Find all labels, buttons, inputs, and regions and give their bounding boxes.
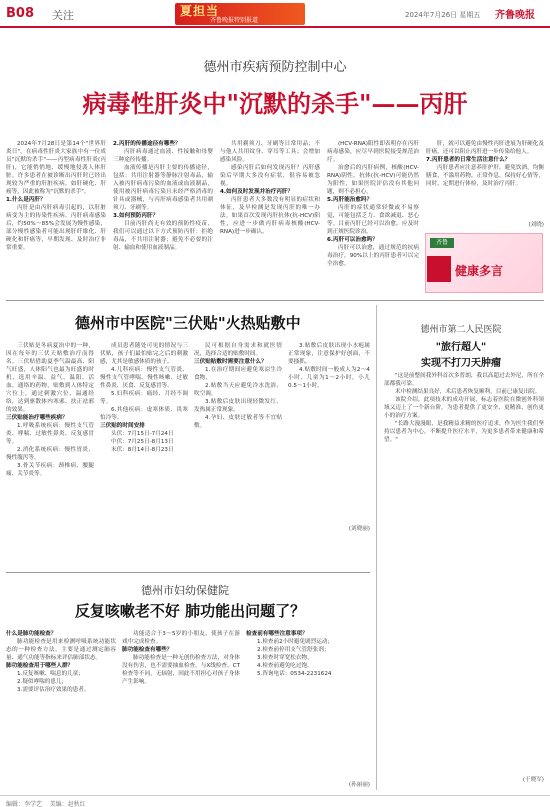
paragraph: 丙肝患者大多数没有明显的症状和体征，及早检测是发现丙肝的唯一办法。如果首次发现丙肝抗体(抗-HCV)阳性，应进一步做丙肝病毒核酸(HCV-RNA)进一步确认。 [220, 197, 320, 235]
paragraph: 治愈后的丙肝病例，核酸(HCV-RNA)阴性，抗体(抗-HCV)可能仍然为阳性，如果医院评估没有其他问题，则不必担心。 [327, 165, 419, 195]
article2-title: 德州市中医院"三伏贴"火热贴敷中 [75, 314, 301, 332]
paragraph: 5.妇科疾病：痛经、月经不调等。 [100, 391, 188, 405]
paragraph: 三伏贴是冬病夏治中的一种，因在每年的三伏天贴敷治疗而得名。三伏贴借助夏季气温最高、阳气旺盛，人体阳气也最为旺盛的时机，选用辛温、益气、温阳、活血、通络的药物，贴敷到人体特定穴位上，通过刺激穴位、温通经络，达到驱散体内寒邪、扶正祛邪的效果。 [6, 343, 94, 413]
article1-column-2 [113, 140, 213, 280]
issue-date: 2024年7月26日 星期五 [405, 11, 481, 19]
paragraph: 该院介绍，此项技术的成功开展，标志着医院在微创外科领域又迈上了一个新台阶，为患者提供了更安全、更精准、创伤更小的治疗方案。 [384, 397, 544, 419]
paragraph: 血液传播是丙肝主要的传播途径，包括：共用注射器等静脉注射毒品，输入被丙肝病毒污染的血液或血液制品，使用被丙肝病毒污染且未经严格消毒的针具或器械，与丙肝病毒感染者共用剃须刀、牙刷等。 [113, 165, 213, 211]
paragraph: 3.贴敷后皮肤出现小水疱属正常现象，注意保护好创面，不要搔抓。 [288, 343, 370, 365]
paragraph: 肺功能检查是一种无创伤检查方法，对身体没有伤害，也不需要抽血检查，与X线检查、CT检查等不同，无辐射，因此不用担心对孩子身体产生影响。 [122, 655, 240, 685]
article1-kicker: 德州市疾病预防控制中心 [203, 60, 347, 75]
article4-title: 反复咳嗽老不好 肺功能出问题了？ [74, 602, 306, 620]
question-heading: 肺功能检查有哪些？ [122, 647, 173, 653]
page-footer [0, 795, 550, 807]
paragraph: 3.检查时穿宽松衣物。 [257, 655, 313, 661]
paragraph: 丙肝的症状通常轻微或不易察觉，可能包括乏力、食欲减退、恶心等。目前丙肝已经可以治愈，应及时到正规医院诊治。 [327, 205, 419, 235]
question-heading: 4.如何及时发现并治疗丙肝？ [220, 189, 294, 195]
paragraph: 4.儿科疾病：慢性支气管炎、慢性支气管哮喘、慢性咳嗽、过敏性鼻炎、厌食、反复感冒等。 [100, 367, 188, 389]
editor-credit: 编辑：李学艺 [6, 801, 43, 807]
article3-title-line2: 实现不打刀天肿瘤 [421, 358, 501, 369]
question-heading: 肺功能检查用于哪些人群？ [6, 663, 74, 669]
article3-author: (于晓军) [522, 777, 544, 783]
paragraph: 民可根据自身需求和就医情况，选择合适的贴敷时间。 [194, 343, 282, 357]
designer-credit: 美编：赵秋红 [49, 801, 86, 807]
article4-column-2 [122, 630, 240, 790]
ad-text: 健康多言 [455, 264, 504, 278]
paragraph: 3.骨关节疾病：颈椎病、腰腿痛、关节炎等。 [6, 463, 94, 477]
paragraph: 丙肝患者应注意养肝护肝，避免饮酒，均衡膳食，不滥用药物，正常作息，保持好心情等，同时，定期进行体检，及时治疗丙肝。 [426, 165, 544, 187]
paragraph: 丙肝可以治愈，通过规范的抗病毒治疗，90%以上的丙肝患者可以完全治愈。 [327, 245, 419, 267]
section-name: 关注 [52, 9, 74, 22]
paragraph: 1.检查前2小时避免剧烈运动； [257, 639, 334, 645]
paragraph: 5.咨询电话：0534-2231624 [257, 671, 332, 677]
question-heading: 6.丙肝可以治愈吗？ [327, 237, 378, 243]
question-heading: 检查前有哪些注意事项？ [246, 631, 308, 637]
article2-column-1 [6, 342, 94, 567]
paragraph: 中伏：7月25日-8月13日 [111, 439, 174, 445]
banner-subtitle: 齐鲁晚报特别报道 [210, 17, 259, 24]
question-heading: 5.丙肝能治愈吗？ [327, 197, 373, 203]
question-heading: 三伏贴的时间安排 [100, 423, 145, 429]
paragraph: "这是前整间我外科首次多普朗，我以高超过去外尼，所在全部都我可靠。 [384, 373, 544, 387]
article2-column-2 [100, 342, 188, 567]
paragraph: 丙肝是由丙肝病毒引起的，以肝脏病变为主的传染性疾病。丙肝病毒感染后，约50%～85%会发展为慢性感染，部分慢性感染者可能出现肝纤维化、肝硬化和肝癌等，早期发现、及时治疗非常重要。 [6, 205, 106, 251]
article3-body [384, 372, 544, 772]
article3-kicker: 德州市第二人民医院 [420, 325, 502, 335]
ad-logo: 齐鲁 [430, 238, 454, 248]
article1-title: 病毒性肝炎中"沉默的杀手"——丙肝 [82, 89, 468, 118]
article1-column-4 [327, 140, 419, 280]
paragraph: 2.贴敷当天应避免冷水洗浴、吹空调。 [194, 383, 282, 397]
paragraph: 成员患者随处可见的情况与三伏贴，孩子们最怕贴完之后的刺激感，尤其是敏感体质的孩子。 [100, 343, 188, 365]
paragraph: 1.呼吸系统疾病：慢性支气管炎、哮喘、过敏性鼻炎、反复感冒等。 [6, 423, 94, 445]
paragraph: 4.检查前避免吃过饱。 [257, 663, 313, 669]
paragraph: 感染丙肝后如何发现丙肝？丙肝感染后早期大多没有症状，很容易被忽视。 [220, 165, 320, 187]
paragraph: 丙肝病毒通过血液、性接触和母婴三种途径传播。 [113, 149, 213, 163]
article1-column-5 [426, 140, 544, 228]
article2-author: (刘晓丽) [348, 526, 370, 532]
paragraph: 目前丙肝尚无有效的预防性疫苗，我们可以通过以下方式预防丙肝：拒绝毒品，不共用注射器；避免不必要的注射、输血和使用血液制品。 [113, 221, 213, 251]
paragraph: 3.需要评估治疗效果的患者。 [17, 687, 90, 693]
column-divider [376, 305, 377, 790]
question-heading: 3.如何预防丙肝？ [113, 213, 159, 219]
article4-author: (孙丽丽) [348, 782, 370, 788]
paragraph: 功能适合于3～5岁的小朋友，使孩子在游戏中完成检查。 [122, 631, 240, 645]
paragraph: 1.在治疗期间应避免寒凉生冷食物。 [194, 367, 282, 381]
divider [6, 300, 544, 301]
paragraph: 共用剃须刀、牙刷等日常用品；不与他人共用纹身、穿耳等工具；会增加感染风险。 [220, 141, 320, 163]
paragraph: 1.反复咳嗽、喘息的儿童； [17, 671, 84, 677]
paragraph: 2.消化系统疾病：慢性胃炎、慢性腹泻等。 [6, 447, 94, 461]
paragraph: 2024年7月28日是第14个"世界肝炎日"，在病毒性肝炎大家族中有一位成员"沉默的杀手"——丙型病毒性肝炎(丙肝)，它能悄悄地、缓慢地侵袭人体肝脏。许多患者在被诊断出丙肝时已经出现较为严重的肝脏疾病，如肝硬化、肝癌等，因此被称为"沉默的杀手"。 [6, 141, 106, 195]
article1-column-3 [220, 140, 320, 280]
question-heading: 三伏贴贴敷时需要注意什么？ [194, 359, 267, 365]
page-number: B08 [6, 6, 34, 21]
article1-column-1 [6, 140, 106, 280]
article4-column-3 [246, 630, 370, 780]
article2-column-3 [194, 342, 282, 567]
newspaper-logo: 齐鲁晚报 [495, 10, 535, 21]
article3-title-line1: "旅行超人" [435, 342, 487, 353]
paragraph: "长路大漫漫眼，是我精益求精的医疗追求，作为医生我们坚持以患者为中心，不断提升医疗水平，为更多患者带来健康和希望。" [384, 421, 544, 443]
question-heading: 什么是肺功能检查？ [6, 631, 57, 637]
paragraph: 4.贴敷时间一般成人为2～4小时，儿童为1～2小时，小儿0.5～1小时。 [288, 367, 370, 389]
question-heading: 三伏贴能治疗哪些疾病？ [6, 415, 68, 421]
paragraph: 2.疑似哮喘的患儿； [17, 679, 68, 685]
paragraph: 4.孕妇、皮肤过敏者等不宜贴敷。 [194, 415, 282, 429]
paragraph: 术中检测结果良好，术后患者恢复顺利，目前已康复出院。 [395, 389, 541, 395]
divider [6, 572, 370, 573]
paragraph: 肺功能检查是用来检测呼吸系统功能状态的一种检查方法，主要是通过测定肺容量、通气功能等指标来评估肺部状态。 [6, 639, 116, 661]
paragraph: 2.检查前停用支气管舒张剂； [257, 647, 330, 653]
ad-decoration [427, 256, 451, 282]
paragraph: 头伏：7月15日-7月24日 [111, 431, 174, 437]
banner-title: 夏担当 [180, 4, 220, 18]
paragraph: 3.贴敷后皮肤出现轻微发红、发热属正常现象。 [194, 399, 282, 413]
question-heading: 7.丙肝患者的日常生活注意什么？ [426, 157, 511, 163]
question-heading: 1.什么是丙肝？ [6, 197, 46, 203]
article4-column-1 [6, 630, 116, 790]
article1-author: (刘晓) [528, 222, 544, 228]
article2-column-4 [288, 342, 370, 522]
article4-kicker: 德州市妇幼保健院 [141, 584, 229, 597]
paragraph: 6.其他疾病：虚寒体质、畏寒怕冷等。 [100, 407, 188, 421]
paragraph: (HCV-RNA)阳性即表明存在丙肝病毒感染，应尽早到医院接受规范治疗。 [327, 141, 419, 163]
question-heading: 2.丙肝的传播途径有哪些？ [113, 141, 181, 147]
paragraph: 肝，就可以避免由慢性丙肝进展为肝硬化及肝癌，还可以阻止丙肝进一步传染给他人。 [426, 141, 544, 155]
paragraph: 末伏：8月14日-8月23日 [111, 447, 174, 453]
